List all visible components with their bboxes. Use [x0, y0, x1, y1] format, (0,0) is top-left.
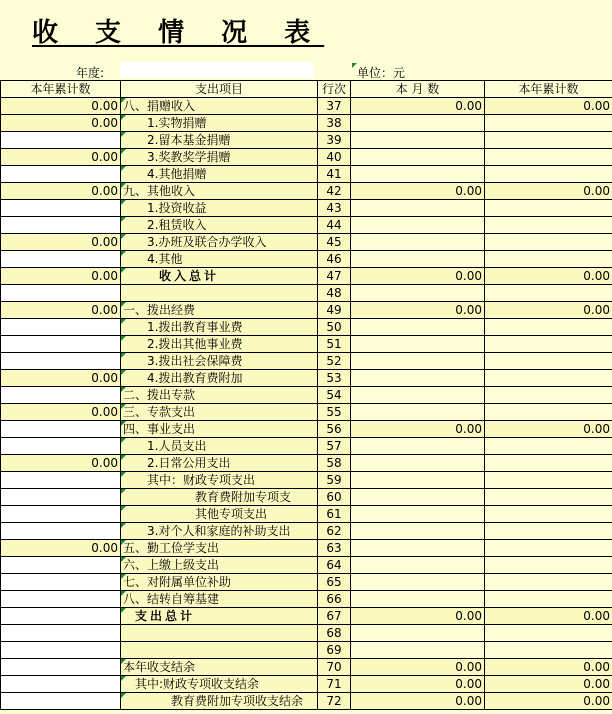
cell-line-no[interactable]: 53: [318, 370, 351, 387]
cell-ytd[interactable]: [485, 557, 612, 574]
table-row: [1, 285, 612, 302]
cell-line-no[interactable]: 68: [318, 625, 351, 642]
cell-prior-ytd[interactable]: [1, 387, 121, 404]
cell-month[interactable]: [351, 540, 485, 557]
table-row: [1, 608, 612, 625]
cell-prior-ytd[interactable]: [1, 353, 121, 370]
cell-prior-ytd[interactable]: [1, 489, 121, 506]
cell-month[interactable]: [351, 438, 485, 455]
cell-item[interactable]: 六、上缴上级支出: [121, 557, 318, 574]
cell-prior-ytd[interactable]: [1, 336, 121, 353]
table-row: [1, 676, 612, 693]
cell-item[interactable]: 3.办班及联合办学收入: [121, 234, 318, 251]
cell-line-no[interactable]: 47: [318, 268, 351, 285]
cell-prior-ytd[interactable]: 0.00: [1, 234, 121, 251]
cell-line-no[interactable]: 52: [318, 353, 351, 370]
cell-month[interactable]: 0.00: [351, 98, 485, 115]
table-row: [1, 217, 612, 234]
cell-item[interactable]: 4.其他: [121, 251, 318, 268]
cell-ytd[interactable]: 0.00: [485, 693, 612, 710]
cell-item[interactable]: 其中：财政专项支出: [121, 472, 318, 489]
cell-line-no[interactable]: 37: [318, 98, 351, 115]
cell-ytd[interactable]: [485, 387, 612, 404]
cell-line-no[interactable]: 62: [318, 523, 351, 540]
cell-month[interactable]: [351, 234, 485, 251]
cell-month[interactable]: 0.00: [351, 183, 485, 200]
cell-ytd[interactable]: [485, 489, 612, 506]
table-row: [1, 404, 612, 421]
table-row: [1, 166, 612, 183]
cell-ytd[interactable]: [485, 523, 612, 540]
cell-ytd[interactable]: [485, 234, 612, 251]
cell-month[interactable]: 0.00: [351, 302, 485, 319]
cell-item[interactable]: [121, 285, 318, 302]
table-row: [1, 319, 612, 336]
table-row: [1, 540, 612, 557]
cell-item[interactable]: 八、捐赠收入: [121, 98, 318, 115]
cell-item[interactable]: 2.留本基金捐赠: [121, 132, 318, 149]
cell-item[interactable]: 其中:财政专项收支结余: [121, 676, 318, 693]
cell-month[interactable]: 0.00: [351, 608, 485, 625]
cell-month[interactable]: [351, 574, 485, 591]
cell-ytd[interactable]: [485, 336, 612, 353]
cell-item[interactable]: 2.拨出其他事业费: [121, 336, 318, 353]
unit-label: 单位：元: [357, 66, 406, 80]
cell-prior-ytd[interactable]: [1, 608, 121, 625]
cell-prior-ytd[interactable]: 0.00: [1, 183, 121, 200]
header-month: 本 月 数: [351, 81, 485, 98]
table-row: [1, 149, 612, 166]
cell-prior-ytd[interactable]: [1, 642, 121, 659]
cell-ytd[interactable]: [485, 455, 612, 472]
cell-month[interactable]: [351, 115, 485, 132]
cell-item[interactable]: 2.租赁收入: [121, 217, 318, 234]
cell-line-no[interactable]: 69: [318, 642, 351, 659]
cell-line-no[interactable]: 50: [318, 319, 351, 336]
table-row: [1, 251, 612, 268]
table-row: [1, 370, 612, 387]
cell-prior-ytd[interactable]: [1, 557, 121, 574]
cell-item[interactable]: 四、事业支出: [121, 421, 318, 438]
cell-prior-ytd[interactable]: 0.00: [1, 455, 121, 472]
cell-line-no[interactable]: 51: [318, 336, 351, 353]
cell-month[interactable]: 0.00: [351, 421, 485, 438]
cell-item[interactable]: 一、拨出经费: [121, 302, 318, 319]
cell-item[interactable]: 九、其他收入: [121, 183, 318, 200]
cell-line-no[interactable]: 67: [318, 608, 351, 625]
cell-ytd[interactable]: [485, 200, 612, 217]
table-row: [1, 489, 612, 506]
cell-prior-ytd[interactable]: 0.00: [1, 404, 121, 421]
cell-line-no[interactable]: 63: [318, 540, 351, 557]
cell-month[interactable]: 0.00: [351, 676, 485, 693]
cell-item[interactable]: 本年收支结余: [121, 659, 318, 676]
cell-line-no[interactable]: 41: [318, 166, 351, 183]
cell-ytd[interactable]: [485, 370, 612, 387]
cell-month[interactable]: 0.00: [351, 659, 485, 676]
cell-line-no[interactable]: 57: [318, 438, 351, 455]
table-row: [1, 421, 612, 438]
year-label: 年度:: [76, 66, 105, 80]
cell-line-no[interactable]: 71: [318, 676, 351, 693]
cell-month[interactable]: [351, 251, 485, 268]
cell-line-no[interactable]: 65: [318, 574, 351, 591]
cell-prior-ytd[interactable]: 0.00: [1, 98, 121, 115]
cell-line-no[interactable]: 39: [318, 132, 351, 149]
cell-item[interactable]: 七、对附属单位补助: [121, 574, 318, 591]
cell-prior-ytd[interactable]: 0.00: [1, 115, 121, 132]
cell-line-no[interactable]: 42: [318, 183, 351, 200]
cell-prior-ytd[interactable]: [1, 591, 121, 608]
cell-ytd[interactable]: [485, 540, 612, 557]
cell-ytd[interactable]: [485, 591, 612, 608]
cell-ytd[interactable]: 0.00: [485, 183, 612, 200]
cell-prior-ytd[interactable]: [1, 438, 121, 455]
cell-ytd[interactable]: [485, 285, 612, 302]
header-ytd: 本年累计数: [485, 81, 612, 98]
cell-item[interactable]: 2.日常公用支出: [121, 455, 318, 472]
cell-line-no[interactable]: 55: [318, 404, 351, 421]
cell-prior-ytd[interactable]: 0.00: [1, 149, 121, 166]
table-row: [1, 455, 612, 472]
cell-line-no[interactable]: 66: [318, 591, 351, 608]
cell-month[interactable]: [351, 336, 485, 353]
cell-line-no[interactable]: 72: [318, 693, 351, 710]
table-row: [1, 506, 612, 523]
table-row: [1, 574, 612, 591]
cell-month[interactable]: [351, 506, 485, 523]
table-row: [1, 183, 612, 200]
cell-month[interactable]: [351, 387, 485, 404]
header-item: 支出项目: [121, 81, 318, 98]
cell-prior-ytd[interactable]: [1, 285, 121, 302]
cell-item[interactable]: 1.拨出教育事业费: [121, 319, 318, 336]
cell-ytd[interactable]: [485, 404, 612, 421]
report-title: 收 支 情 况 表: [32, 18, 325, 48]
cell-line-no[interactable]: 43: [318, 200, 351, 217]
cell-item[interactable]: [121, 642, 318, 659]
cell-line-no[interactable]: 70: [318, 659, 351, 676]
table-row: [1, 268, 612, 285]
cell-ytd[interactable]: [485, 506, 612, 523]
cell-line-no[interactable]: 49: [318, 302, 351, 319]
table-row: [1, 438, 612, 455]
cell-ytd[interactable]: [485, 438, 612, 455]
cell-line-no[interactable]: 56: [318, 421, 351, 438]
cell-month[interactable]: [351, 319, 485, 336]
cell-item[interactable]: 五、勤工俭学支出: [121, 540, 318, 557]
cell-ytd[interactable]: 0.00: [485, 421, 612, 438]
table-row: [1, 591, 612, 608]
cell-month[interactable]: [351, 455, 485, 472]
cell-ytd[interactable]: [485, 319, 612, 336]
cell-item[interactable]: 1.投资收益: [121, 200, 318, 217]
cell-ytd[interactable]: [485, 472, 612, 489]
cell-item[interactable]: 教育费附加专项支: [121, 489, 318, 506]
cell-ytd[interactable]: [485, 115, 612, 132]
table-row: [1, 523, 612, 540]
cell-line-no[interactable]: 54: [318, 387, 351, 404]
cell-prior-ytd[interactable]: [1, 693, 121, 710]
cell-ytd[interactable]: [485, 625, 612, 642]
cell-prior-ytd[interactable]: 0.00: [1, 370, 121, 387]
table-row: [1, 557, 612, 574]
cell-line-no[interactable]: 46: [318, 251, 351, 268]
table-row: [1, 336, 612, 353]
cell-month[interactable]: [351, 625, 485, 642]
cell-prior-ytd[interactable]: [1, 472, 121, 489]
cell-line-no[interactable]: 58: [318, 455, 351, 472]
table-row: [1, 132, 612, 149]
cell-line-no[interactable]: 40: [318, 149, 351, 166]
cell-ytd[interactable]: [485, 132, 612, 149]
cell-ytd[interactable]: 0.00: [485, 676, 612, 693]
cell-month[interactable]: [351, 353, 485, 370]
cell-prior-ytd[interactable]: [1, 625, 121, 642]
cell-month[interactable]: [351, 404, 485, 421]
income-expense-table: [0, 80, 612, 710]
cell-ytd[interactable]: 0.00: [485, 659, 612, 676]
cell-month[interactable]: [351, 149, 485, 166]
cell-line-no[interactable]: 38: [318, 115, 351, 132]
cell-ytd[interactable]: [485, 353, 612, 370]
cell-item[interactable]: 4.其他捐赠: [121, 166, 318, 183]
cell-line-no[interactable]: 61: [318, 506, 351, 523]
cell-item[interactable]: 收入总计: [121, 268, 318, 285]
cell-prior-ytd[interactable]: [1, 319, 121, 336]
cell-prior-ytd[interactable]: 0.00: [1, 302, 121, 319]
cell-prior-ytd[interactable]: [1, 506, 121, 523]
table-row: [1, 98, 612, 115]
table-row: [1, 115, 612, 132]
cell-ytd[interactable]: [485, 642, 612, 659]
cell-prior-ytd[interactable]: [1, 574, 121, 591]
cell-prior-ytd[interactable]: 0.00: [1, 540, 121, 557]
cell-line-no[interactable]: 64: [318, 557, 351, 574]
cell-item[interactable]: 二、拨出专款: [121, 387, 318, 404]
cell-prior-ytd[interactable]: [1, 217, 121, 234]
cell-item[interactable]: 3.拨出社会保障费: [121, 353, 318, 370]
cell-ytd[interactable]: [485, 166, 612, 183]
cell-item[interactable]: 1.人员支出: [121, 438, 318, 455]
cell-prior-ytd[interactable]: [1, 421, 121, 438]
cell-prior-ytd[interactable]: [1, 659, 121, 676]
cell-ytd[interactable]: 0.00: [485, 98, 612, 115]
cell-prior-ytd[interactable]: [1, 166, 121, 183]
cell-month[interactable]: [351, 370, 485, 387]
table-row: [1, 387, 612, 404]
cell-ytd[interactable]: [485, 149, 612, 166]
cell-ytd[interactable]: 0.00: [485, 302, 612, 319]
cell-month[interactable]: 0.00: [351, 268, 485, 285]
cell-month[interactable]: [351, 557, 485, 574]
table-row: [1, 659, 612, 676]
cell-item[interactable]: 3.奖教奖学捐赠: [121, 149, 318, 166]
table-row: [1, 234, 612, 251]
cell-ytd[interactable]: [485, 251, 612, 268]
cell-month[interactable]: [351, 285, 485, 302]
table-row: [1, 200, 612, 217]
cell-ytd[interactable]: 0.00: [485, 268, 612, 285]
table-row: [1, 693, 612, 710]
cell-item[interactable]: 其他专项支出: [121, 506, 318, 523]
cell-prior-ytd[interactable]: [1, 200, 121, 217]
table-row: [1, 353, 612, 370]
cell-item[interactable]: 支出总计: [121, 608, 318, 625]
year-input[interactable]: [120, 62, 314, 78]
table-row: [1, 642, 612, 659]
cell-prior-ytd[interactable]: [1, 132, 121, 149]
cell-prior-ytd[interactable]: [1, 251, 121, 268]
cell-month[interactable]: [351, 523, 485, 540]
cell-item[interactable]: 4.拨出教育费附加: [121, 370, 318, 387]
cell-month[interactable]: [351, 591, 485, 608]
cell-month[interactable]: [351, 642, 485, 659]
cell-line-no[interactable]: 59: [318, 472, 351, 489]
cell-item[interactable]: 3.对个人和家庭的补助支出: [121, 523, 318, 540]
cell-prior-ytd[interactable]: [1, 676, 121, 693]
cell-item[interactable]: 教育费附加专项收支结余: [121, 693, 318, 710]
cell-month[interactable]: [351, 132, 485, 149]
cell-ytd[interactable]: 0.00: [485, 608, 612, 625]
cell-prior-ytd[interactable]: [1, 523, 121, 540]
cell-line-no[interactable]: 44: [318, 217, 351, 234]
table-row: [1, 302, 612, 319]
header-prior-ytd: 本年累计数: [1, 81, 121, 98]
cell-ytd[interactable]: [485, 574, 612, 591]
cell-month[interactable]: [351, 166, 485, 183]
cell-item[interactable]: 1.实物捐赠: [121, 115, 318, 132]
cell-month[interactable]: [351, 489, 485, 506]
table-row: [1, 472, 612, 489]
cell-month[interactable]: [351, 200, 485, 217]
cell-line-no[interactable]: 60: [318, 489, 351, 506]
cell-line-no[interactable]: 45: [318, 234, 351, 251]
cell-line-no[interactable]: 48: [318, 285, 351, 302]
cell-item[interactable]: [121, 625, 318, 642]
cell-item[interactable]: 八、结转自筹基建: [121, 591, 318, 608]
table-header-row: [1, 81, 612, 98]
cell-item[interactable]: 三、专款支出: [121, 404, 318, 421]
cell-ytd[interactable]: [485, 217, 612, 234]
cell-prior-ytd[interactable]: 0.00: [1, 268, 121, 285]
cell-month[interactable]: 0.00: [351, 693, 485, 710]
cell-month[interactable]: [351, 217, 485, 234]
header-line-no: 行次: [318, 81, 351, 98]
table-row: [1, 625, 612, 642]
cell-month[interactable]: [351, 472, 485, 489]
